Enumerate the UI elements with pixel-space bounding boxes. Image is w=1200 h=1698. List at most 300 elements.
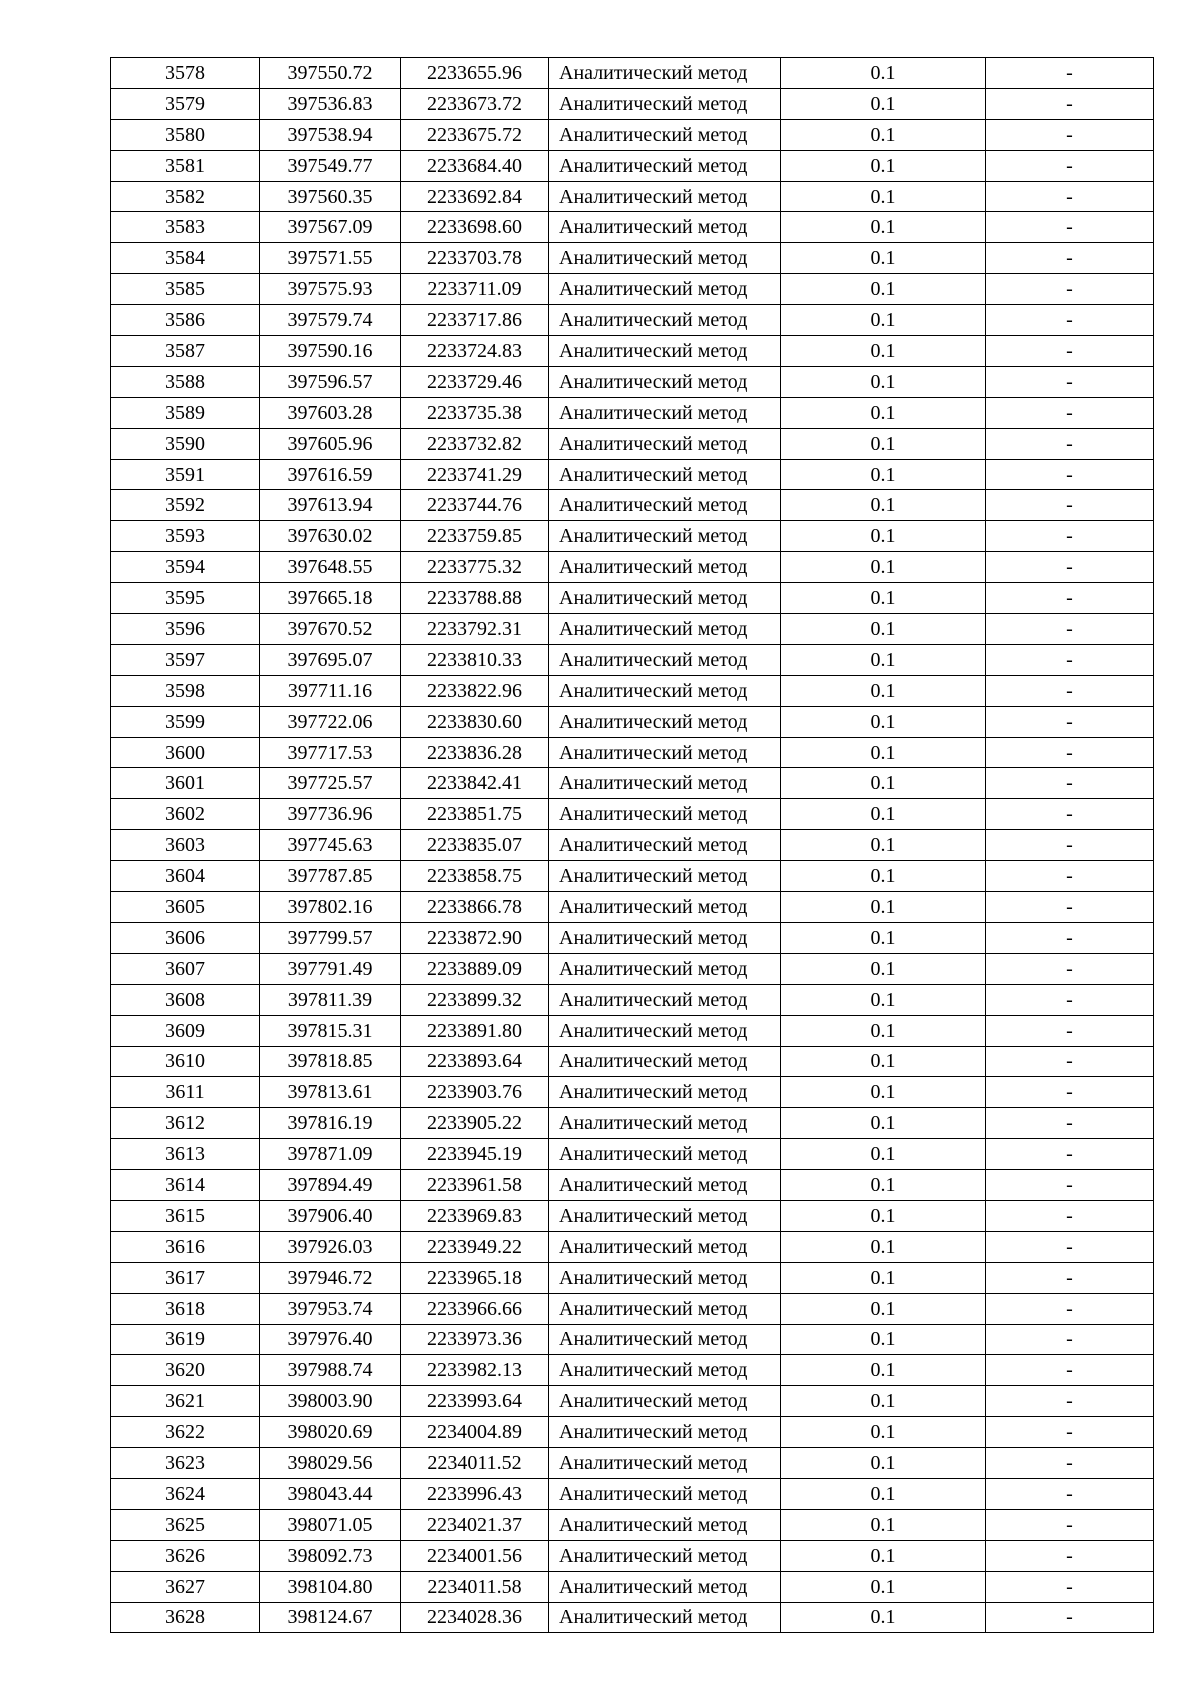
point-number-cell: 3585 bbox=[111, 274, 260, 305]
accuracy-cell: 0.1 bbox=[781, 1448, 986, 1479]
accuracy-cell: 0.1 bbox=[781, 830, 986, 861]
method-cell: Аналитический метод bbox=[549, 922, 781, 953]
point-number-cell: 3604 bbox=[111, 861, 260, 892]
accuracy-cell: 0.1 bbox=[781, 150, 986, 181]
point-number-cell: 3620 bbox=[111, 1355, 260, 1386]
note-cell: - bbox=[986, 892, 1154, 923]
y-coordinate-cell: 2233788.88 bbox=[401, 583, 549, 614]
accuracy-cell: 0.1 bbox=[781, 675, 986, 706]
x-coordinate-cell: 397648.55 bbox=[260, 552, 401, 583]
note-cell: - bbox=[986, 706, 1154, 737]
note-cell: - bbox=[986, 644, 1154, 675]
note-cell: - bbox=[986, 1046, 1154, 1077]
method-cell: Аналитический метод bbox=[549, 181, 781, 212]
x-coordinate-cell: 397736.96 bbox=[260, 799, 401, 830]
method-cell: Аналитический метод bbox=[549, 1108, 781, 1139]
table-row bbox=[111, 1170, 1154, 1201]
accuracy-cell: 0.1 bbox=[781, 1108, 986, 1139]
note-cell: - bbox=[986, 1170, 1154, 1201]
point-number-cell: 3613 bbox=[111, 1139, 260, 1170]
point-number-cell: 3606 bbox=[111, 922, 260, 953]
accuracy-cell: 0.1 bbox=[781, 428, 986, 459]
accuracy-cell: 0.1 bbox=[781, 181, 986, 212]
y-coordinate-cell: 2234028.36 bbox=[401, 1602, 549, 1633]
table-row bbox=[111, 830, 1154, 861]
x-coordinate-cell: 397818.85 bbox=[260, 1046, 401, 1077]
table-row bbox=[111, 1262, 1154, 1293]
point-number-cell: 3615 bbox=[111, 1200, 260, 1231]
note-cell: - bbox=[986, 830, 1154, 861]
y-coordinate-cell: 2234001.56 bbox=[401, 1540, 549, 1571]
y-coordinate-cell: 2233851.75 bbox=[401, 799, 549, 830]
table-row bbox=[111, 737, 1154, 768]
point-number-cell: 3627 bbox=[111, 1571, 260, 1602]
x-coordinate-cell: 397802.16 bbox=[260, 892, 401, 923]
table-row bbox=[111, 119, 1154, 150]
note-cell: - bbox=[986, 1015, 1154, 1046]
method-cell: Аналитический метод bbox=[549, 243, 781, 274]
x-coordinate-cell: 397811.39 bbox=[260, 984, 401, 1015]
table-row bbox=[111, 521, 1154, 552]
x-coordinate-cell: 397571.55 bbox=[260, 243, 401, 274]
accuracy-cell: 0.1 bbox=[781, 984, 986, 1015]
note-cell: - bbox=[986, 799, 1154, 830]
note-cell: - bbox=[986, 1200, 1154, 1231]
method-cell: Аналитический метод bbox=[549, 1293, 781, 1324]
x-coordinate-cell: 397745.63 bbox=[260, 830, 401, 861]
point-number-cell: 3582 bbox=[111, 181, 260, 212]
point-number-cell: 3594 bbox=[111, 552, 260, 583]
accuracy-cell: 0.1 bbox=[781, 1015, 986, 1046]
x-coordinate-cell: 397926.03 bbox=[260, 1231, 401, 1262]
accuracy-cell: 0.1 bbox=[781, 614, 986, 645]
note-cell: - bbox=[986, 1293, 1154, 1324]
point-number-cell: 3584 bbox=[111, 243, 260, 274]
y-coordinate-cell: 2233810.33 bbox=[401, 644, 549, 675]
x-coordinate-cell: 397550.72 bbox=[260, 58, 401, 89]
accuracy-cell: 0.1 bbox=[781, 1200, 986, 1231]
method-cell: Аналитический метод bbox=[549, 1478, 781, 1509]
table-row bbox=[111, 1478, 1154, 1509]
method-cell: Аналитический метод bbox=[549, 614, 781, 645]
y-coordinate-cell: 2233966.66 bbox=[401, 1293, 549, 1324]
table-row bbox=[111, 397, 1154, 428]
method-cell: Аналитический метод bbox=[549, 1170, 781, 1201]
coordinates-table bbox=[110, 57, 1154, 1633]
point-number-cell: 3621 bbox=[111, 1386, 260, 1417]
y-coordinate-cell: 2233724.83 bbox=[401, 336, 549, 367]
y-coordinate-cell: 2233842.41 bbox=[401, 768, 549, 799]
table-row bbox=[111, 953, 1154, 984]
table-row bbox=[111, 459, 1154, 490]
accuracy-cell: 0.1 bbox=[781, 1262, 986, 1293]
note-cell: - bbox=[986, 1540, 1154, 1571]
point-number-cell: 3622 bbox=[111, 1417, 260, 1448]
accuracy-cell: 0.1 bbox=[781, 1509, 986, 1540]
accuracy-cell: 0.1 bbox=[781, 397, 986, 428]
x-coordinate-cell: 397613.94 bbox=[260, 490, 401, 521]
note-cell: - bbox=[986, 1448, 1154, 1479]
point-number-cell: 3581 bbox=[111, 150, 260, 181]
method-cell: Аналитический метод bbox=[549, 1448, 781, 1479]
table-row bbox=[111, 1509, 1154, 1540]
point-number-cell: 3603 bbox=[111, 830, 260, 861]
method-cell: Аналитический метод bbox=[549, 88, 781, 119]
x-coordinate-cell: 397906.40 bbox=[260, 1200, 401, 1231]
point-number-cell: 3600 bbox=[111, 737, 260, 768]
method-cell: Аналитический метод bbox=[549, 706, 781, 737]
method-cell: Аналитический метод bbox=[549, 1231, 781, 1262]
method-cell: Аналитический метод bbox=[549, 150, 781, 181]
note-cell: - bbox=[986, 583, 1154, 614]
accuracy-cell: 0.1 bbox=[781, 706, 986, 737]
point-number-cell: 3617 bbox=[111, 1262, 260, 1293]
point-number-cell: 3595 bbox=[111, 583, 260, 614]
note-cell: - bbox=[986, 768, 1154, 799]
note-cell: - bbox=[986, 181, 1154, 212]
y-coordinate-cell: 2233945.19 bbox=[401, 1139, 549, 1170]
note-cell: - bbox=[986, 737, 1154, 768]
table-row bbox=[111, 58, 1154, 89]
point-number-cell: 3579 bbox=[111, 88, 260, 119]
x-coordinate-cell: 397605.96 bbox=[260, 428, 401, 459]
accuracy-cell: 0.1 bbox=[781, 799, 986, 830]
point-number-cell: 3611 bbox=[111, 1077, 260, 1108]
y-coordinate-cell: 2233961.58 bbox=[401, 1170, 549, 1201]
table-row bbox=[111, 490, 1154, 521]
accuracy-cell: 0.1 bbox=[781, 459, 986, 490]
accuracy-cell: 0.1 bbox=[781, 644, 986, 675]
accuracy-cell: 0.1 bbox=[781, 768, 986, 799]
method-cell: Аналитический метод bbox=[549, 1386, 781, 1417]
y-coordinate-cell: 2233949.22 bbox=[401, 1231, 549, 1262]
point-number-cell: 3619 bbox=[111, 1324, 260, 1355]
note-cell: - bbox=[986, 1478, 1154, 1509]
method-cell: Аналитический метод bbox=[549, 119, 781, 150]
y-coordinate-cell: 2233899.32 bbox=[401, 984, 549, 1015]
table-row bbox=[111, 305, 1154, 336]
accuracy-cell: 0.1 bbox=[781, 366, 986, 397]
x-coordinate-cell: 397579.74 bbox=[260, 305, 401, 336]
y-coordinate-cell: 2233732.82 bbox=[401, 428, 549, 459]
accuracy-cell: 0.1 bbox=[781, 1478, 986, 1509]
table-row bbox=[111, 1417, 1154, 1448]
x-coordinate-cell: 397596.57 bbox=[260, 366, 401, 397]
method-cell: Аналитический метод bbox=[549, 552, 781, 583]
point-number-cell: 3601 bbox=[111, 768, 260, 799]
note-cell: - bbox=[986, 1077, 1154, 1108]
point-number-cell: 3618 bbox=[111, 1293, 260, 1324]
table-row bbox=[111, 1355, 1154, 1386]
y-coordinate-cell: 2233973.36 bbox=[401, 1324, 549, 1355]
accuracy-cell: 0.1 bbox=[781, 552, 986, 583]
x-coordinate-cell: 397725.57 bbox=[260, 768, 401, 799]
y-coordinate-cell: 2233905.22 bbox=[401, 1108, 549, 1139]
table-row bbox=[111, 706, 1154, 737]
method-cell: Аналитический метод bbox=[549, 212, 781, 243]
y-coordinate-cell: 2233675.72 bbox=[401, 119, 549, 150]
y-coordinate-cell: 2233866.78 bbox=[401, 892, 549, 923]
note-cell: - bbox=[986, 1324, 1154, 1355]
table-row bbox=[111, 1324, 1154, 1355]
note-cell: - bbox=[986, 1355, 1154, 1386]
method-cell: Аналитический метод bbox=[549, 336, 781, 367]
accuracy-cell: 0.1 bbox=[781, 1139, 986, 1170]
y-coordinate-cell: 2234011.58 bbox=[401, 1571, 549, 1602]
note-cell: - bbox=[986, 1417, 1154, 1448]
method-cell: Аналитический метод bbox=[549, 984, 781, 1015]
y-coordinate-cell: 2233893.64 bbox=[401, 1046, 549, 1077]
note-cell: - bbox=[986, 675, 1154, 706]
point-number-cell: 3608 bbox=[111, 984, 260, 1015]
note-cell: - bbox=[986, 1108, 1154, 1139]
point-number-cell: 3578 bbox=[111, 58, 260, 89]
table-row bbox=[111, 614, 1154, 645]
point-number-cell: 3588 bbox=[111, 366, 260, 397]
y-coordinate-cell: 2233655.96 bbox=[401, 58, 549, 89]
point-number-cell: 3590 bbox=[111, 428, 260, 459]
x-coordinate-cell: 397711.16 bbox=[260, 675, 401, 706]
x-coordinate-cell: 397953.74 bbox=[260, 1293, 401, 1324]
table-row bbox=[111, 922, 1154, 953]
method-cell: Аналитический метод bbox=[549, 521, 781, 552]
note-cell: - bbox=[986, 119, 1154, 150]
table-row bbox=[111, 1386, 1154, 1417]
note-cell: - bbox=[986, 397, 1154, 428]
y-coordinate-cell: 2233698.60 bbox=[401, 212, 549, 243]
y-coordinate-cell: 2233759.85 bbox=[401, 521, 549, 552]
y-coordinate-cell: 2233775.32 bbox=[401, 552, 549, 583]
y-coordinate-cell: 2233891.80 bbox=[401, 1015, 549, 1046]
accuracy-cell: 0.1 bbox=[781, 336, 986, 367]
method-cell: Аналитический метод bbox=[549, 1417, 781, 1448]
table-row bbox=[111, 181, 1154, 212]
accuracy-cell: 0.1 bbox=[781, 119, 986, 150]
note-cell: - bbox=[986, 274, 1154, 305]
accuracy-cell: 0.1 bbox=[781, 953, 986, 984]
x-coordinate-cell: 397538.94 bbox=[260, 119, 401, 150]
y-coordinate-cell: 2233982.13 bbox=[401, 1355, 549, 1386]
y-coordinate-cell: 2233735.38 bbox=[401, 397, 549, 428]
point-number-cell: 3624 bbox=[111, 1478, 260, 1509]
method-cell: Аналитический метод bbox=[549, 768, 781, 799]
table-row bbox=[111, 552, 1154, 583]
note-cell: - bbox=[986, 953, 1154, 984]
point-number-cell: 3602 bbox=[111, 799, 260, 830]
method-cell: Аналитический метод bbox=[549, 1355, 781, 1386]
table-row bbox=[111, 644, 1154, 675]
accuracy-cell: 0.1 bbox=[781, 1046, 986, 1077]
x-coordinate-cell: 397603.28 bbox=[260, 397, 401, 428]
point-number-cell: 3593 bbox=[111, 521, 260, 552]
accuracy-cell: 0.1 bbox=[781, 892, 986, 923]
method-cell: Аналитический метод bbox=[549, 861, 781, 892]
y-coordinate-cell: 2233889.09 bbox=[401, 953, 549, 984]
table-row bbox=[111, 212, 1154, 243]
y-coordinate-cell: 2233830.60 bbox=[401, 706, 549, 737]
table-row bbox=[111, 892, 1154, 923]
note-cell: - bbox=[986, 88, 1154, 119]
method-cell: Аналитический метод bbox=[549, 830, 781, 861]
method-cell: Аналитический метод bbox=[549, 1571, 781, 1602]
x-coordinate-cell: 397670.52 bbox=[260, 614, 401, 645]
y-coordinate-cell: 2233822.96 bbox=[401, 675, 549, 706]
point-number-cell: 3614 bbox=[111, 1170, 260, 1201]
y-coordinate-cell: 2233792.31 bbox=[401, 614, 549, 645]
x-coordinate-cell: 397695.07 bbox=[260, 644, 401, 675]
coordinates-table-body bbox=[111, 58, 1154, 1633]
table-row bbox=[111, 1571, 1154, 1602]
accuracy-cell: 0.1 bbox=[781, 922, 986, 953]
table-row bbox=[111, 1602, 1154, 1633]
y-coordinate-cell: 2233741.29 bbox=[401, 459, 549, 490]
accuracy-cell: 0.1 bbox=[781, 88, 986, 119]
method-cell: Аналитический метод bbox=[549, 737, 781, 768]
table-row bbox=[111, 88, 1154, 119]
note-cell: - bbox=[986, 428, 1154, 459]
accuracy-cell: 0.1 bbox=[781, 1386, 986, 1417]
x-coordinate-cell: 397871.09 bbox=[260, 1139, 401, 1170]
table-row bbox=[111, 274, 1154, 305]
point-number-cell: 3609 bbox=[111, 1015, 260, 1046]
point-number-cell: 3607 bbox=[111, 953, 260, 984]
accuracy-cell: 0.1 bbox=[781, 305, 986, 336]
method-cell: Аналитический метод bbox=[549, 1139, 781, 1170]
table-row bbox=[111, 1200, 1154, 1231]
x-coordinate-cell: 397791.49 bbox=[260, 953, 401, 984]
point-number-cell: 3628 bbox=[111, 1602, 260, 1633]
x-coordinate-cell: 397560.35 bbox=[260, 181, 401, 212]
note-cell: - bbox=[986, 614, 1154, 645]
point-number-cell: 3586 bbox=[111, 305, 260, 336]
table-row bbox=[111, 1046, 1154, 1077]
table-row bbox=[111, 1540, 1154, 1571]
accuracy-cell: 0.1 bbox=[781, 1293, 986, 1324]
y-coordinate-cell: 2233729.46 bbox=[401, 366, 549, 397]
x-coordinate-cell: 397567.09 bbox=[260, 212, 401, 243]
x-coordinate-cell: 397549.77 bbox=[260, 150, 401, 181]
x-coordinate-cell: 397717.53 bbox=[260, 737, 401, 768]
note-cell: - bbox=[986, 490, 1154, 521]
note-cell: - bbox=[986, 1262, 1154, 1293]
point-number-cell: 3625 bbox=[111, 1509, 260, 1540]
y-coordinate-cell: 2234021.37 bbox=[401, 1509, 549, 1540]
x-coordinate-cell: 398092.73 bbox=[260, 1540, 401, 1571]
table-row bbox=[111, 336, 1154, 367]
y-coordinate-cell: 2233969.83 bbox=[401, 1200, 549, 1231]
y-coordinate-cell: 2233692.84 bbox=[401, 181, 549, 212]
x-coordinate-cell: 397799.57 bbox=[260, 922, 401, 953]
y-coordinate-cell: 2234011.52 bbox=[401, 1448, 549, 1479]
accuracy-cell: 0.1 bbox=[781, 583, 986, 614]
note-cell: - bbox=[986, 1602, 1154, 1633]
x-coordinate-cell: 397590.16 bbox=[260, 336, 401, 367]
y-coordinate-cell: 2233993.64 bbox=[401, 1386, 549, 1417]
x-coordinate-cell: 398029.56 bbox=[260, 1448, 401, 1479]
y-coordinate-cell: 2233744.76 bbox=[401, 490, 549, 521]
point-number-cell: 3626 bbox=[111, 1540, 260, 1571]
y-coordinate-cell: 2233703.78 bbox=[401, 243, 549, 274]
table-row bbox=[111, 984, 1154, 1015]
note-cell: - bbox=[986, 552, 1154, 583]
x-coordinate-cell: 397536.83 bbox=[260, 88, 401, 119]
x-coordinate-cell: 397813.61 bbox=[260, 1077, 401, 1108]
y-coordinate-cell: 2233965.18 bbox=[401, 1262, 549, 1293]
y-coordinate-cell: 2233711.09 bbox=[401, 274, 549, 305]
method-cell: Аналитический метод bbox=[549, 1015, 781, 1046]
method-cell: Аналитический метод bbox=[549, 428, 781, 459]
method-cell: Аналитический метод bbox=[549, 1200, 781, 1231]
x-coordinate-cell: 397988.74 bbox=[260, 1355, 401, 1386]
x-coordinate-cell: 398124.67 bbox=[260, 1602, 401, 1633]
x-coordinate-cell: 398020.69 bbox=[260, 1417, 401, 1448]
accuracy-cell: 0.1 bbox=[781, 1077, 986, 1108]
accuracy-cell: 0.1 bbox=[781, 1417, 986, 1448]
table-row bbox=[111, 583, 1154, 614]
point-number-cell: 3592 bbox=[111, 490, 260, 521]
accuracy-cell: 0.1 bbox=[781, 58, 986, 89]
x-coordinate-cell: 397630.02 bbox=[260, 521, 401, 552]
accuracy-cell: 0.1 bbox=[781, 1355, 986, 1386]
method-cell: Аналитический метод bbox=[549, 305, 781, 336]
table-row bbox=[111, 1108, 1154, 1139]
accuracy-cell: 0.1 bbox=[781, 1540, 986, 1571]
point-number-cell: 3587 bbox=[111, 336, 260, 367]
y-coordinate-cell: 2233673.72 bbox=[401, 88, 549, 119]
note-cell: - bbox=[986, 1571, 1154, 1602]
table-row bbox=[111, 799, 1154, 830]
note-cell: - bbox=[986, 212, 1154, 243]
method-cell: Аналитический метод bbox=[549, 1077, 781, 1108]
note-cell: - bbox=[986, 243, 1154, 274]
note-cell: - bbox=[986, 521, 1154, 552]
method-cell: Аналитический метод bbox=[549, 58, 781, 89]
accuracy-cell: 0.1 bbox=[781, 1571, 986, 1602]
table-row bbox=[111, 366, 1154, 397]
method-cell: Аналитический метод bbox=[549, 1046, 781, 1077]
y-coordinate-cell: 2233903.76 bbox=[401, 1077, 549, 1108]
table-row bbox=[111, 428, 1154, 459]
x-coordinate-cell: 397665.18 bbox=[260, 583, 401, 614]
table-row bbox=[111, 243, 1154, 274]
x-coordinate-cell: 397976.40 bbox=[260, 1324, 401, 1355]
accuracy-cell: 0.1 bbox=[781, 274, 986, 305]
method-cell: Аналитический метод bbox=[549, 274, 781, 305]
x-coordinate-cell: 397616.59 bbox=[260, 459, 401, 490]
y-coordinate-cell: 2233717.86 bbox=[401, 305, 549, 336]
point-number-cell: 3597 bbox=[111, 644, 260, 675]
table-row bbox=[111, 768, 1154, 799]
y-coordinate-cell: 2233836.28 bbox=[401, 737, 549, 768]
y-coordinate-cell: 2234004.89 bbox=[401, 1417, 549, 1448]
x-coordinate-cell: 397816.19 bbox=[260, 1108, 401, 1139]
accuracy-cell: 0.1 bbox=[781, 737, 986, 768]
table-row bbox=[111, 861, 1154, 892]
accuracy-cell: 0.1 bbox=[781, 861, 986, 892]
point-number-cell: 3612 bbox=[111, 1108, 260, 1139]
accuracy-cell: 0.1 bbox=[781, 1170, 986, 1201]
point-number-cell: 3580 bbox=[111, 119, 260, 150]
x-coordinate-cell: 397894.49 bbox=[260, 1170, 401, 1201]
table-row bbox=[111, 1231, 1154, 1262]
method-cell: Аналитический метод bbox=[549, 892, 781, 923]
method-cell: Аналитический метод bbox=[549, 1509, 781, 1540]
point-number-cell: 3598 bbox=[111, 675, 260, 706]
table-row bbox=[111, 1448, 1154, 1479]
note-cell: - bbox=[986, 366, 1154, 397]
method-cell: Аналитический метод bbox=[549, 953, 781, 984]
accuracy-cell: 0.1 bbox=[781, 212, 986, 243]
